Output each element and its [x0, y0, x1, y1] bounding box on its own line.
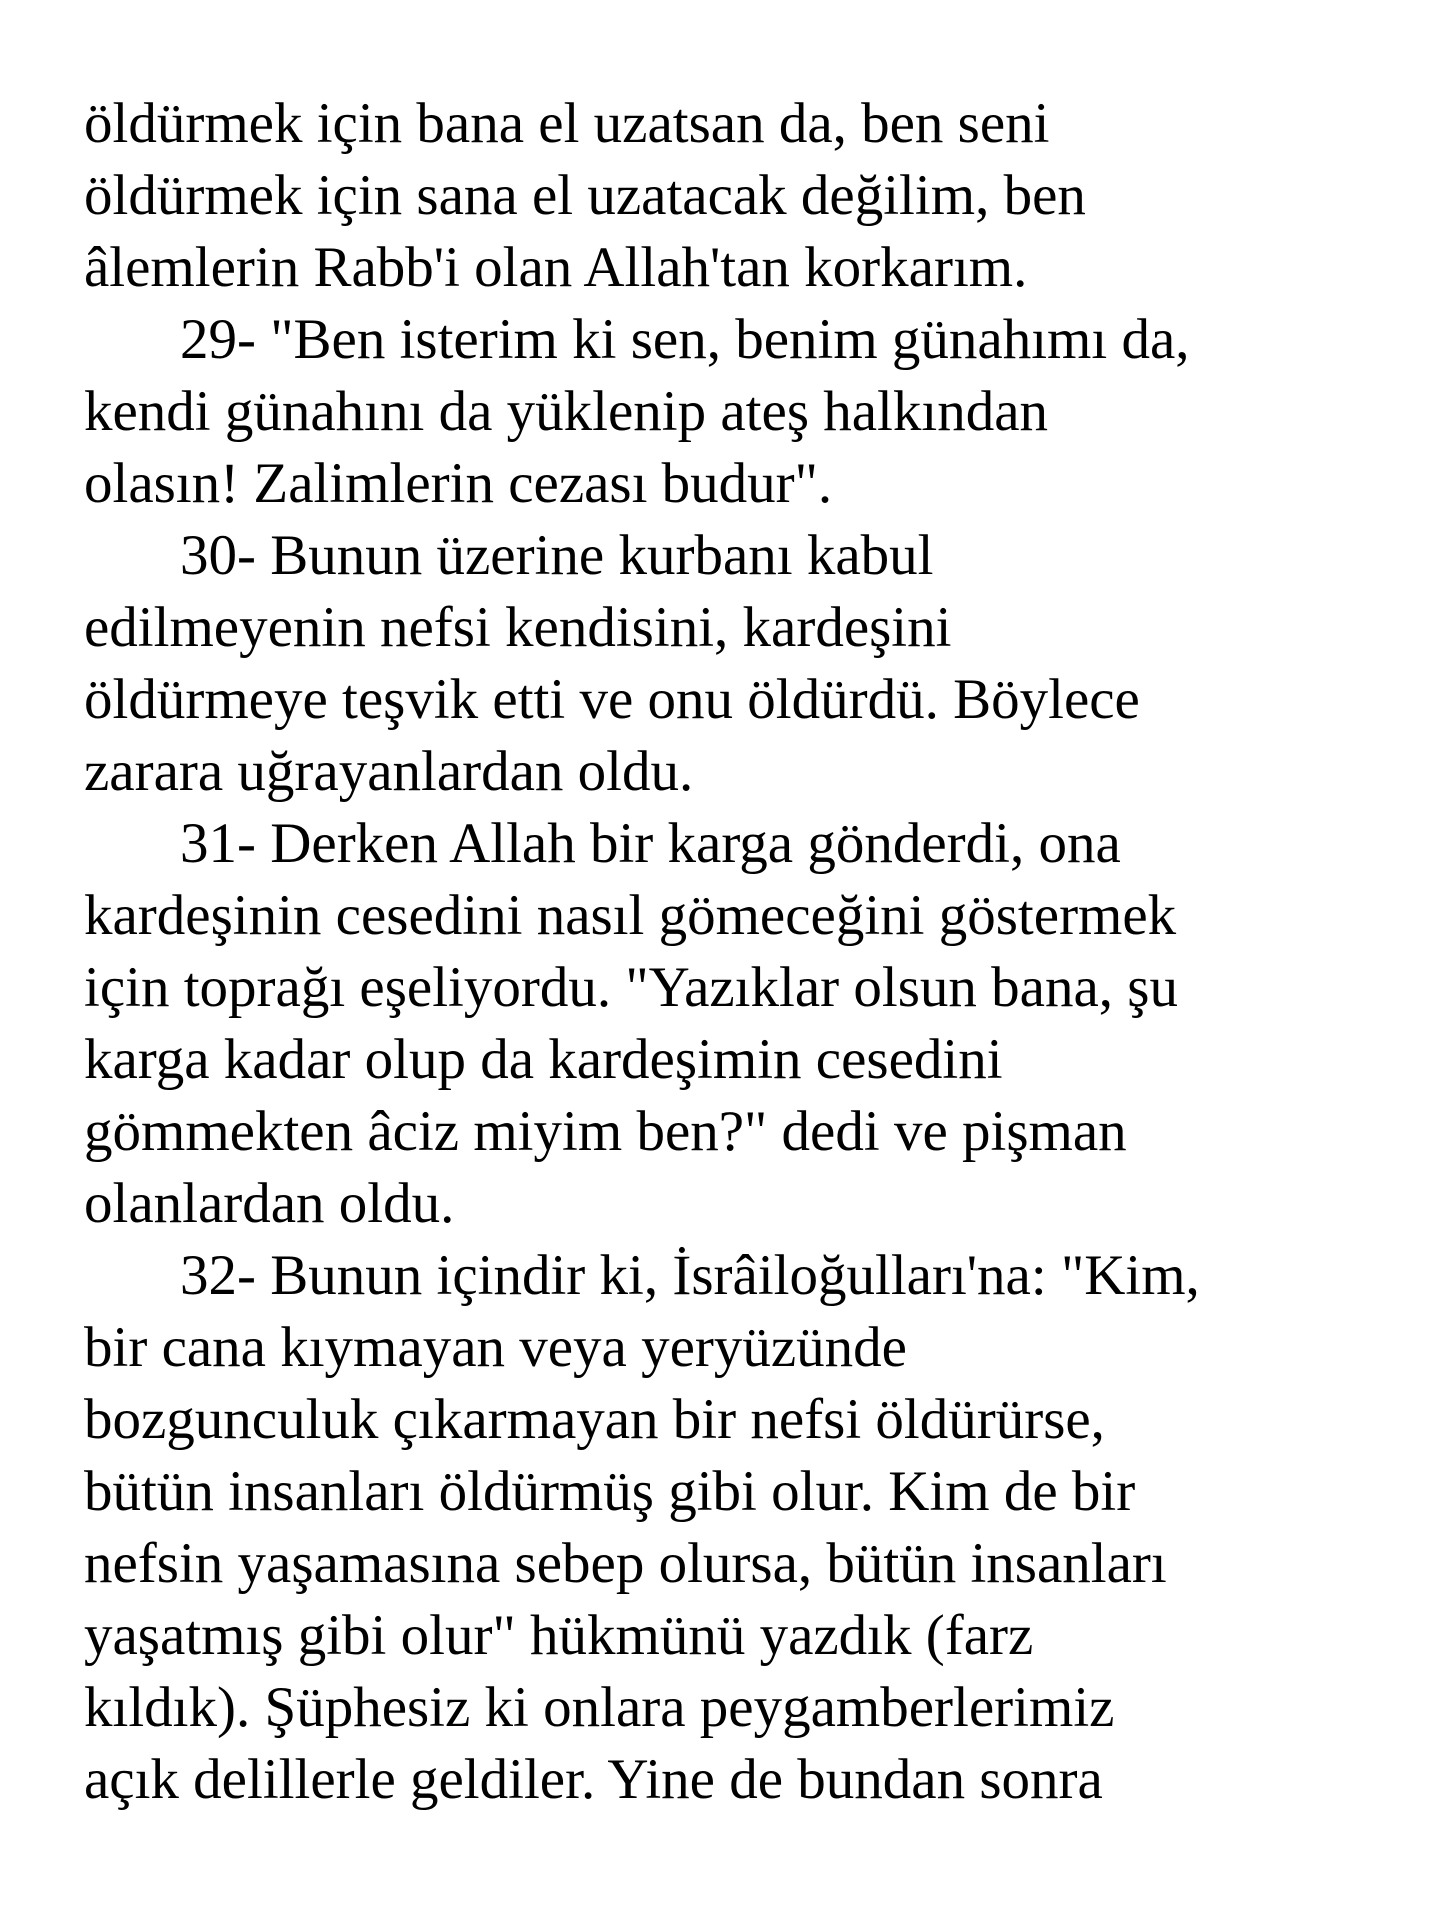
text-line: için toprağı eşeliyordu. "Yazıklar olsun bana, şu: [84, 956, 1178, 1019]
verse-30-start: 30- Bunun üzerine kurbanı kabul: [180, 524, 934, 587]
text-line: karga kadar olup da kardeşimin cesedini: [84, 1028, 1003, 1091]
text-line: açık delillerle geldiler. Yine de bundan sonra: [84, 1748, 1103, 1811]
verse-29-start: 29- "Ben isterim ki sen, benim günahımı da,: [180, 308, 1190, 371]
text-line: edilmeyenin nefsi kendisini, kardeşini: [84, 596, 952, 659]
text-line: yaşatmış gibi olur" hükmünü yazdık (farz: [84, 1604, 1034, 1667]
text-line: olasın! Zalimlerin cezası budur".: [84, 452, 833, 515]
text-line: bozgunculuk çıkarmayan bir nefsi öldürürse,: [84, 1388, 1105, 1451]
text-line: öldürmek için bana el uzatsan da, ben seni: [84, 92, 1050, 155]
verse-32-start: 32- Bunun içindir ki, İsrâiloğulları'na: "Kim,: [180, 1244, 1200, 1307]
text-line: âlemlerin Rabb'i olan Allah'tan korkarım.: [84, 236, 1028, 299]
text-line: zarara uğrayanlardan oldu.: [84, 740, 694, 803]
text-line: kendi günahını da yüklenip ateş halkından: [84, 380, 1049, 443]
verse-31-start: 31- Derken Allah bir karga gönderdi, ona: [180, 812, 1121, 875]
text-line: öldürmeye teşvik etti ve onu öldürdü. Böylece: [84, 668, 1140, 731]
text-line: kıldık). Şüphesiz ki onlara peygamberlerimiz: [84, 1676, 1115, 1739]
text-line: kardeşinin cesedini nasıl gömeceğini göstermek: [84, 884, 1177, 947]
document-page: [84, 88, 1404, 1816]
text-line: öldürmek için sana el uzatacak değilim, ben: [84, 164, 1086, 227]
text-line: bütün insanları öldürmüş gibi olur. Kim de bir: [84, 1460, 1136, 1523]
text-line: gömmekten âciz miyim ben?" dedi ve pişman: [84, 1100, 1127, 1163]
text-line: olanlardan oldu.: [84, 1172, 455, 1235]
text-line: nefsin yaşamasına sebep olursa, bütün insanları: [84, 1532, 1167, 1595]
text-line: bir cana kıymayan veya yeryüzünde: [84, 1316, 907, 1379]
